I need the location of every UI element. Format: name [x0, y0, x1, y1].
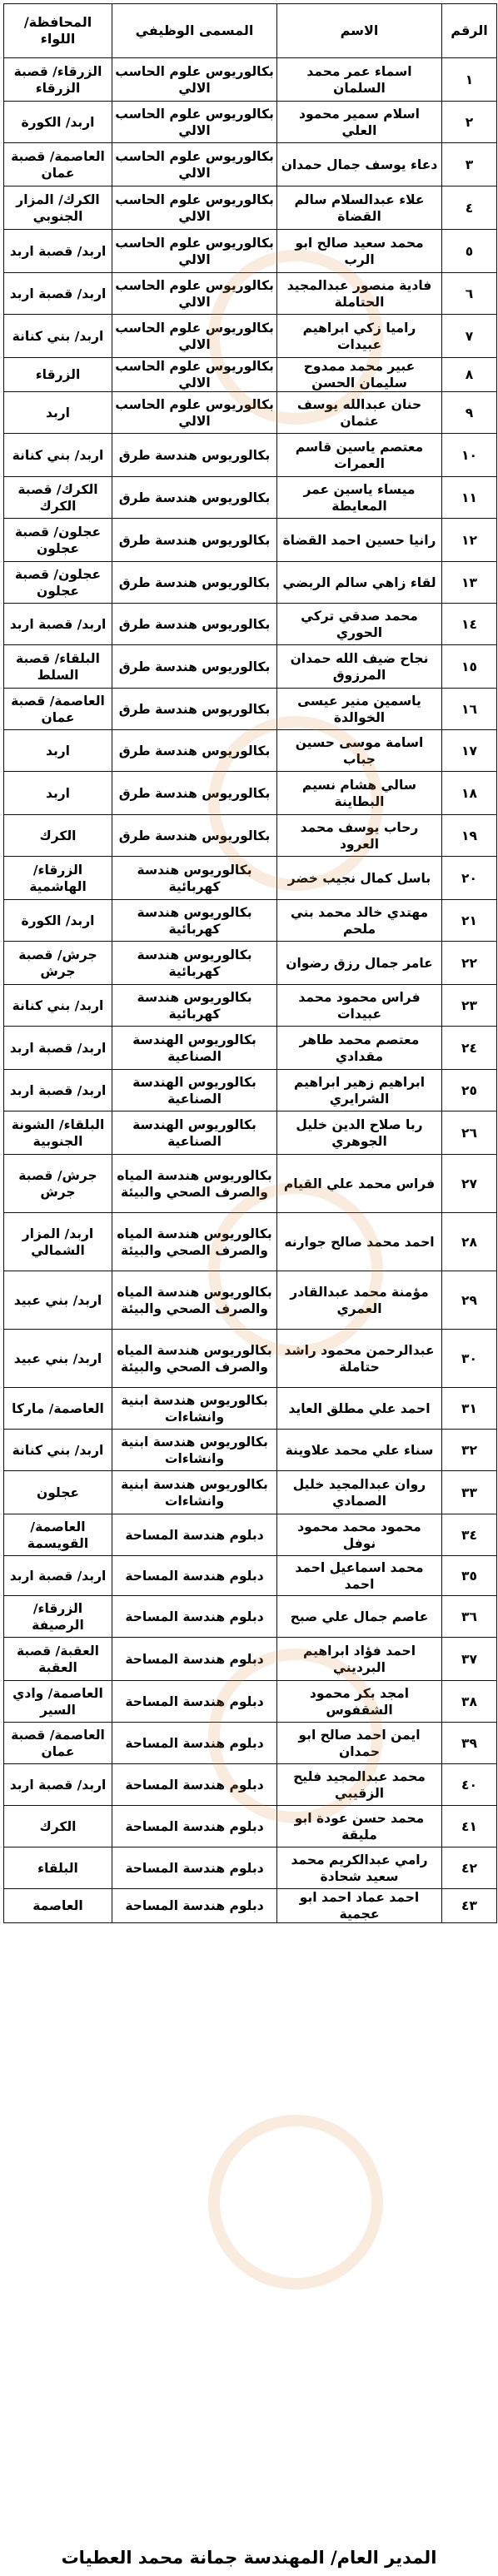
- row-job-title: بكالوريوس هندسة المياه والصرف الصحي والبيئة: [112, 1155, 277, 1213]
- table-row: [4, 1596, 497, 1638]
- table-row: [4, 1155, 497, 1213]
- row-number: ٥: [442, 230, 497, 273]
- row-job-title: بكالوريوس علوم الحاسب الالي: [112, 102, 277, 143]
- row-governorate: اربد/ قصبة اربد: [4, 1764, 112, 1806]
- row-name: عبير محمد ممدوح سليمان الحسن: [277, 358, 442, 392]
- row-governorate: جرش/ قصبة جرش: [4, 1155, 112, 1213]
- row-governorate: الزرقاء/ الهاشمية: [4, 857, 112, 900]
- row-name: اسلام سمير محمود العلي: [277, 102, 442, 143]
- row-number: ٣١: [442, 1388, 497, 1430]
- row-governorate: اربد/ قصبة اربد: [4, 1027, 112, 1070]
- row-job-title: بكالوريوس هندسة كهربائية: [112, 985, 277, 1027]
- row-governorate: اربد/ قصبة اربد: [4, 604, 112, 645]
- table-row: [4, 645, 497, 689]
- table-row: [4, 985, 497, 1027]
- row-name: سناء علي محمد علاوينة: [277, 1430, 442, 1471]
- header-number: الرقم: [442, 4, 497, 58]
- row-governorate: الزرقاء/ قصبة الزرقاء: [4, 58, 112, 102]
- row-number: ١١: [442, 477, 497, 519]
- row-governorate: اربد/ بني كنانة: [4, 985, 112, 1027]
- row-name: محمد صدقي تركي الحوري: [277, 604, 442, 645]
- row-governorate: الزرقاء: [4, 358, 112, 392]
- row-number: ١٨: [442, 772, 497, 815]
- row-governorate: العقبة/ قصبة العقبة: [4, 1638, 112, 1681]
- table-row: [4, 1889, 497, 1923]
- row-job-title: بكالوريوس هندسة طرق: [112, 477, 277, 519]
- table-row: [4, 1723, 497, 1764]
- row-name: ميساء ياسين عمر المعايطة: [277, 477, 442, 519]
- row-number: ٤: [442, 186, 497, 230]
- row-job-title: بكالوريوس هندسة كهربائية: [112, 900, 277, 942]
- row-job-title: دبلوم هندسة المساحة: [112, 1723, 277, 1764]
- row-governorate: جرش/ قصبة جرش: [4, 942, 112, 985]
- row-job-title: دبلوم هندسة المساحة: [112, 1638, 277, 1681]
- row-number: ٤٠: [442, 1764, 497, 1806]
- row-number: ٢٧: [442, 1155, 497, 1213]
- table-row: [4, 1070, 497, 1111]
- table-row: [4, 519, 497, 562]
- row-number: ٣٥: [442, 1556, 497, 1596]
- row-name: راميا زكي ابراهيم عبيدات: [277, 315, 442, 358]
- row-governorate: اربد/ الكورة: [4, 102, 112, 143]
- row-name: ربا صلاح الدين خليل الجوهري: [277, 1111, 442, 1155]
- table-row: [4, 1638, 497, 1681]
- row-job-title: دبلوم هندسة المساحة: [112, 1764, 277, 1806]
- row-number: ١٤: [442, 604, 497, 645]
- row-number: ١٩: [442, 815, 497, 857]
- row-job-title: بكالوريوس هندسة طرق: [112, 645, 277, 689]
- table-row: [4, 477, 497, 519]
- row-name: احمد فؤاد ابراهيم البرديني: [277, 1638, 442, 1681]
- table-row: [4, 900, 497, 942]
- row-number: ٢١: [442, 900, 497, 942]
- row-governorate: اربد/ قصبة اربد: [4, 273, 112, 315]
- row-name: محمود محمد محمود نوفل: [277, 1514, 442, 1556]
- table-row: [4, 1330, 497, 1388]
- table-row: [4, 562, 497, 604]
- row-job-title: بكالوريوس هندسة طرق: [112, 815, 277, 857]
- row-number: ٢٠: [442, 857, 497, 900]
- row-number: ٢٣: [442, 985, 497, 1027]
- row-governorate: الكرك/ المزار الجنوبي: [4, 186, 112, 230]
- row-number: ٦: [442, 273, 497, 315]
- table-row: [4, 1213, 497, 1271]
- row-name: عاصم جمال علي صبح: [277, 1596, 442, 1638]
- table-row: [4, 1681, 497, 1723]
- row-job-title: بكالوريوس هندسة طرق: [112, 519, 277, 562]
- row-number: ٢٤: [442, 1027, 497, 1070]
- row-governorate: اربد/ قصبة اربد: [4, 230, 112, 273]
- row-number: ٢٢: [442, 942, 497, 985]
- table-row: [4, 315, 497, 358]
- table-row: [4, 815, 497, 857]
- table-row: [4, 1514, 497, 1556]
- row-job-title: بكالوريوس هندسة كهربائية: [112, 942, 277, 985]
- row-governorate: اربد/ قصبة اربد: [4, 1070, 112, 1111]
- row-name: باسل كمال نجيب خضر: [277, 857, 442, 900]
- row-governorate: اربد/ الكورة: [4, 900, 112, 942]
- row-job-title: بكالوريوس هندسة ابنية وانشاءات: [112, 1388, 277, 1430]
- row-name: فراس محمود محمد عبيدات: [277, 985, 442, 1027]
- watermark-clock-icon: [208, 2115, 383, 2290]
- row-number: ١٣: [442, 562, 497, 604]
- row-name: علاء عبدالسلام سالم القضاة: [277, 186, 442, 230]
- row-name: رانيا حسين احمد القضاة: [277, 519, 442, 562]
- row-job-title: بكالوريوس الهندسة الصناعية: [112, 1070, 277, 1111]
- row-governorate: الكرك: [4, 1806, 112, 1847]
- table-row: [4, 604, 497, 645]
- table-row: [4, 1111, 497, 1155]
- row-name: رحاب يوسف محمد العرود: [277, 815, 442, 857]
- row-number: ٣٢: [442, 1430, 497, 1471]
- row-governorate: البلقاء: [4, 1847, 112, 1889]
- row-name: حنان عبدالله يوسف عثمان: [277, 392, 442, 434]
- row-job-title: بكالوريوس علوم الحاسب الالي: [112, 186, 277, 230]
- row-number: ٣: [442, 143, 497, 186]
- row-job-title: بكالوريوس هندسة ابنية وانشاءات: [112, 1471, 277, 1514]
- row-governorate: اربد: [4, 772, 112, 815]
- row-number: ٣٧: [442, 1638, 497, 1681]
- row-governorate: عجلون/ قصبة عجلون: [4, 562, 112, 604]
- row-number: ٩: [442, 392, 497, 434]
- table-row: [4, 102, 497, 143]
- row-governorate: اربد: [4, 730, 112, 772]
- row-name: معتصم ياسين قاسم العمرات: [277, 434, 442, 477]
- row-job-title: بكالوريوس هندسة ابنية وانشاءات: [112, 1430, 277, 1471]
- row-number: ٨: [442, 358, 497, 392]
- table-row: [4, 358, 497, 392]
- row-name: محمد سعيد صالح ابو الرب: [277, 230, 442, 273]
- row-job-title: بكالوريوس علوم الحاسب الالي: [112, 358, 277, 392]
- row-job-title: بكالوريوس الهندسة الصناعية: [112, 1111, 277, 1155]
- table-body: [4, 58, 497, 1923]
- row-number: ٤٢: [442, 1847, 497, 1889]
- header-governorate: المحافظة/ اللواء: [4, 4, 112, 58]
- table-row: [4, 1806, 497, 1847]
- row-name: عبدالرحمن محمود راشد حتاملة: [277, 1330, 442, 1388]
- row-name: اسامة موسى حسين جباب: [277, 730, 442, 772]
- row-name: رامي عبدالكريم محمد سعيد شحادة: [277, 1847, 442, 1889]
- row-name: محمد عبدالمجيد فليح الزقيبي: [277, 1764, 442, 1806]
- table-row: [4, 230, 497, 273]
- row-number: ٢٩: [442, 1271, 497, 1330]
- header-job-title: المسمى الوظيفي: [112, 4, 277, 58]
- row-name: فادية منصور عبدالمجيد الحتاملة: [277, 273, 442, 315]
- row-number: ١: [442, 58, 497, 102]
- row-governorate: العاصمة/ قصبة عمان: [4, 689, 112, 730]
- row-governorate: العاصمة/ ماركا: [4, 1388, 112, 1430]
- row-name: احمد علي مطلق العايد: [277, 1388, 442, 1430]
- row-governorate: العاصمة/ وادي السير: [4, 1681, 112, 1723]
- row-number: ٣٤: [442, 1514, 497, 1556]
- row-number: ١٢: [442, 519, 497, 562]
- row-number: ٢٨: [442, 1213, 497, 1271]
- row-number: ٣٣: [442, 1471, 497, 1514]
- row-job-title: بكالوريوس علوم الحاسب الالي: [112, 273, 277, 315]
- header-name: الاسم: [277, 4, 442, 58]
- footer-signature: المدير العام/ المهندسة جمانة محمد العطيات: [61, 2548, 437, 2568]
- row-governorate: اربد/ بني كنانة: [4, 434, 112, 477]
- table-header-row: [4, 4, 497, 58]
- table-row: [4, 1764, 497, 1806]
- table-row: [4, 1471, 497, 1514]
- table-row: [4, 1556, 497, 1596]
- row-number: ٣٨: [442, 1681, 497, 1723]
- table-row: [4, 1430, 497, 1471]
- row-job-title: بكالوريوس علوم الحاسب الالي: [112, 315, 277, 358]
- table-row: [4, 1388, 497, 1430]
- appointments-table: [3, 3, 497, 1923]
- row-job-title: بكالوريوس هندسة طرق: [112, 730, 277, 772]
- row-job-title: بكالوريوس هندسة طرق: [112, 772, 277, 815]
- row-governorate: اربد/ قصبة اربد: [4, 1556, 112, 1596]
- row-governorate: العاصمة/ قصبة عمان: [4, 143, 112, 186]
- table-row: [4, 730, 497, 772]
- row-name: سالي هشام نسيم البطاينة: [277, 772, 442, 815]
- row-job-title: بكالوريوس الهندسة الصناعية: [112, 1027, 277, 1070]
- row-governorate: اربد/ بني كنانة: [4, 1430, 112, 1471]
- row-number: ٣٩: [442, 1723, 497, 1764]
- row-name: اسماء عمر محمد السلمان: [277, 58, 442, 102]
- row-job-title: دبلوم هندسة المساحة: [112, 1889, 277, 1923]
- table-row: [4, 1847, 497, 1889]
- row-name: امجد بكر محمود الشقفوس: [277, 1681, 442, 1723]
- row-governorate: اربد/ بني عبيد: [4, 1271, 112, 1330]
- row-job-title: دبلوم هندسة المساحة: [112, 1596, 277, 1638]
- row-number: ٤٣: [442, 1889, 497, 1923]
- row-name: احمد عماد احمد ابو عجمية: [277, 1889, 442, 1923]
- row-number: ٢٥: [442, 1070, 497, 1111]
- table-row: [4, 58, 497, 102]
- row-job-title: بكالوريوس علوم الحاسب الالي: [112, 58, 277, 102]
- table-row: [4, 942, 497, 985]
- row-name: احمد محمد صالح جوارنه: [277, 1213, 442, 1271]
- row-job-title: بكالوريوس هندسة المياه والصرف الصحي والبيئة: [112, 1213, 277, 1271]
- table-row: [4, 434, 497, 477]
- row-governorate: اربد: [4, 392, 112, 434]
- row-number: ٧: [442, 315, 497, 358]
- table-row: [4, 1027, 497, 1070]
- row-governorate: اربد/ المزار الشمالي: [4, 1213, 112, 1271]
- row-job-title: بكالوريوس علوم الحاسب الالي: [112, 230, 277, 273]
- row-job-title: بكالوريوس علوم الحاسب الالي: [112, 392, 277, 434]
- row-name: ياسمين منير عيسى الخوالدة: [277, 689, 442, 730]
- row-name: روان عبدالمجيد خليل الصمادي: [277, 1471, 442, 1514]
- row-name: مؤمنة محمد عبدالقادر العمري: [277, 1271, 442, 1330]
- row-name: دعاء يوسف جمال حمدان: [277, 143, 442, 186]
- row-number: ٢٦: [442, 1111, 497, 1155]
- table-row: [4, 689, 497, 730]
- row-name: محمد اسماعيل احمد احمد: [277, 1556, 442, 1596]
- row-job-title: بكالوريوس هندسة طرق: [112, 604, 277, 645]
- table-row: [4, 186, 497, 230]
- row-governorate: العاصمة/ القويسمة: [4, 1514, 112, 1556]
- row-name: ايمن احمد صالح ابو حمدان: [277, 1723, 442, 1764]
- document-sheet: [3, 3, 496, 1923]
- row-job-title: دبلوم هندسة المساحة: [112, 1681, 277, 1723]
- row-number: ١٦: [442, 689, 497, 730]
- row-name: عامر جمال رزق رضوان: [277, 942, 442, 985]
- row-job-title: دبلوم هندسة المساحة: [112, 1806, 277, 1847]
- row-number: ٤١: [442, 1806, 497, 1847]
- row-name: فراس محمد علي القيام: [277, 1155, 442, 1213]
- row-job-title: بكالوريوس هندسة كهربائية: [112, 857, 277, 900]
- row-name: ابراهيم زهير ابراهيم الشرايري: [277, 1070, 442, 1111]
- row-governorate: البلقاء/ قصبة السلط: [4, 645, 112, 689]
- row-job-title: بكالوريوس علوم الحاسب الالي: [112, 143, 277, 186]
- row-number: ٣٠: [442, 1330, 497, 1388]
- table-row: [4, 772, 497, 815]
- row-name: مهتدي خالد محمد بني ملحم: [277, 900, 442, 942]
- row-name: لقاء زاهي سالم الربضي: [277, 562, 442, 604]
- row-governorate: عجلون/ قصبة عجلون: [4, 519, 112, 562]
- row-governorate: الزرقاء/ الرصيفة: [4, 1596, 112, 1638]
- row-number: ٣٦: [442, 1596, 497, 1638]
- row-governorate: الكرك: [4, 815, 112, 857]
- row-number: ١٧: [442, 730, 497, 772]
- table-row: [4, 143, 497, 186]
- row-governorate: الكرك/ قصبة الكرك: [4, 477, 112, 519]
- row-governorate: العاصمة/ قصبة عمان: [4, 1723, 112, 1764]
- table-row: [4, 392, 497, 434]
- row-name: معتصم محمد طاهر مقدادي: [277, 1027, 442, 1070]
- row-job-title: بكالوريوس هندسة المياه والصرف الصحي والبيئة: [112, 1330, 277, 1388]
- row-number: ١٥: [442, 645, 497, 689]
- table-row: [4, 1271, 497, 1330]
- row-job-title: بكالوريوس هندسة طرق: [112, 434, 277, 477]
- row-name: نجاح ضيف الله حمدان المرزوق: [277, 645, 442, 689]
- row-job-title: بكالوريوس هندسة طرق: [112, 562, 277, 604]
- row-job-title: بكالوريوس هندسة المياه والصرف الصحي والبيئة: [112, 1271, 277, 1330]
- table-row: [4, 857, 497, 900]
- row-number: ١٠: [442, 434, 497, 477]
- row-job-title: بكالوريوس هندسة طرق: [112, 689, 277, 730]
- row-governorate: العاصمة: [4, 1889, 112, 1923]
- row-governorate: اربد/ بني كنانة: [4, 315, 112, 358]
- row-name: محمد حسن عودة ابو مليقة: [277, 1806, 442, 1847]
- row-job-title: دبلوم هندسة المساحة: [112, 1847, 277, 1889]
- row-governorate: اربد/ بني عبيد: [4, 1330, 112, 1388]
- row-job-title: دبلوم هندسة المساحة: [112, 1514, 277, 1556]
- row-number: ٢: [442, 102, 497, 143]
- row-governorate: البلقاء/ الشونة الجنوبية: [4, 1111, 112, 1155]
- table-row: [4, 273, 497, 315]
- row-job-title: دبلوم هندسة المساحة: [112, 1556, 277, 1596]
- row-governorate: عجلون: [4, 1471, 112, 1514]
